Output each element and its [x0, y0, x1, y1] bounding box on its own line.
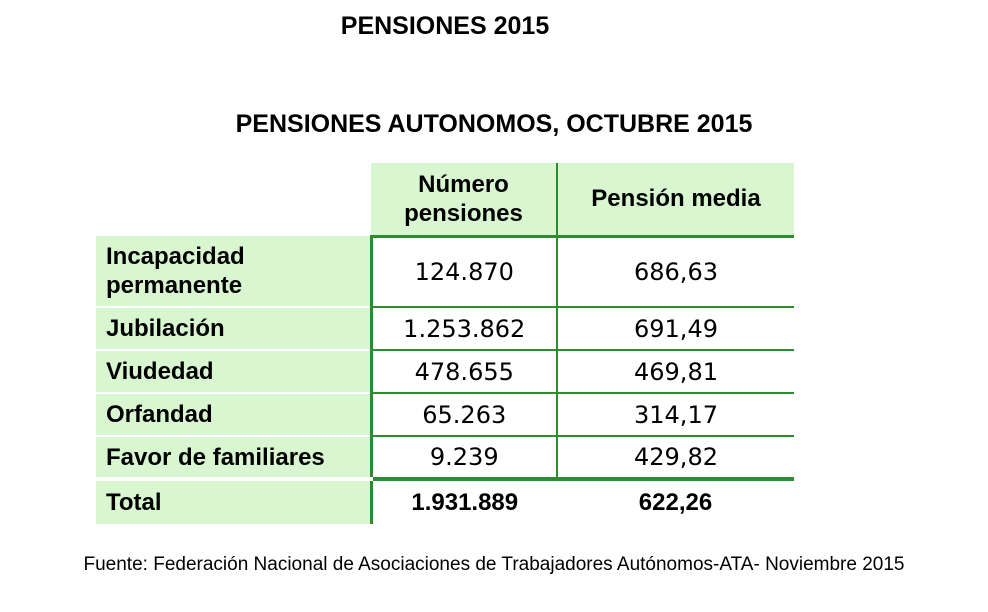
- row-label: Viudedad: [96, 350, 371, 393]
- row-average-value: 469,81: [557, 350, 794, 393]
- table-row: [96, 393, 794, 436]
- row-average-value: 314,17: [557, 393, 794, 436]
- row-label: [96, 236, 371, 307]
- source-note: Fuente: Federación Nacional de Asociaciones de Trabajadores Autónomos-ATA- Noviembre 2015: [83, 554, 905, 575]
- table-row: [96, 307, 794, 350]
- total-average-value: 622,26: [638, 488, 713, 516]
- table-header-row: [96, 163, 794, 236]
- row-number-value: 124.870: [371, 236, 557, 307]
- total-row: [96, 479, 794, 524]
- table-row: [96, 436, 794, 479]
- total-number-value: 1.931.889: [411, 488, 519, 516]
- row-number-value: 65.263: [371, 393, 557, 436]
- row-average-value: 691,49: [557, 307, 794, 350]
- row-label: Jubilación: [96, 307, 371, 350]
- table-title: PENSIONES AUTONOMOS, OCTUBRE 2015: [235, 110, 753, 138]
- row-label: Favor de familiares: [96, 436, 371, 479]
- row-number-value: 1.253.862: [371, 307, 557, 350]
- table-row: [96, 350, 794, 393]
- row-label-line1: Incapacidad: [106, 243, 245, 270]
- header-number-line1: Número: [418, 170, 509, 198]
- header-average-pension: Pensión media: [557, 163, 794, 236]
- row-average-value: 429,82: [557, 436, 794, 479]
- row-label: Orfandad: [96, 393, 371, 436]
- header-number-line2: pensiones: [404, 199, 523, 227]
- page-title: PENSIONES 2015: [340, 12, 550, 40]
- table-row: [96, 236, 794, 307]
- row-number-value: 478.655: [371, 350, 557, 393]
- row-average-value: 686,63: [557, 236, 794, 307]
- row-label-line2: permanente: [106, 272, 243, 299]
- header-blank-cell: [96, 163, 371, 236]
- row-number-value: 9.239: [371, 436, 557, 479]
- pensions-table: [96, 163, 794, 524]
- total-label: Total: [96, 479, 371, 524]
- header-number-pensions: [371, 163, 557, 236]
